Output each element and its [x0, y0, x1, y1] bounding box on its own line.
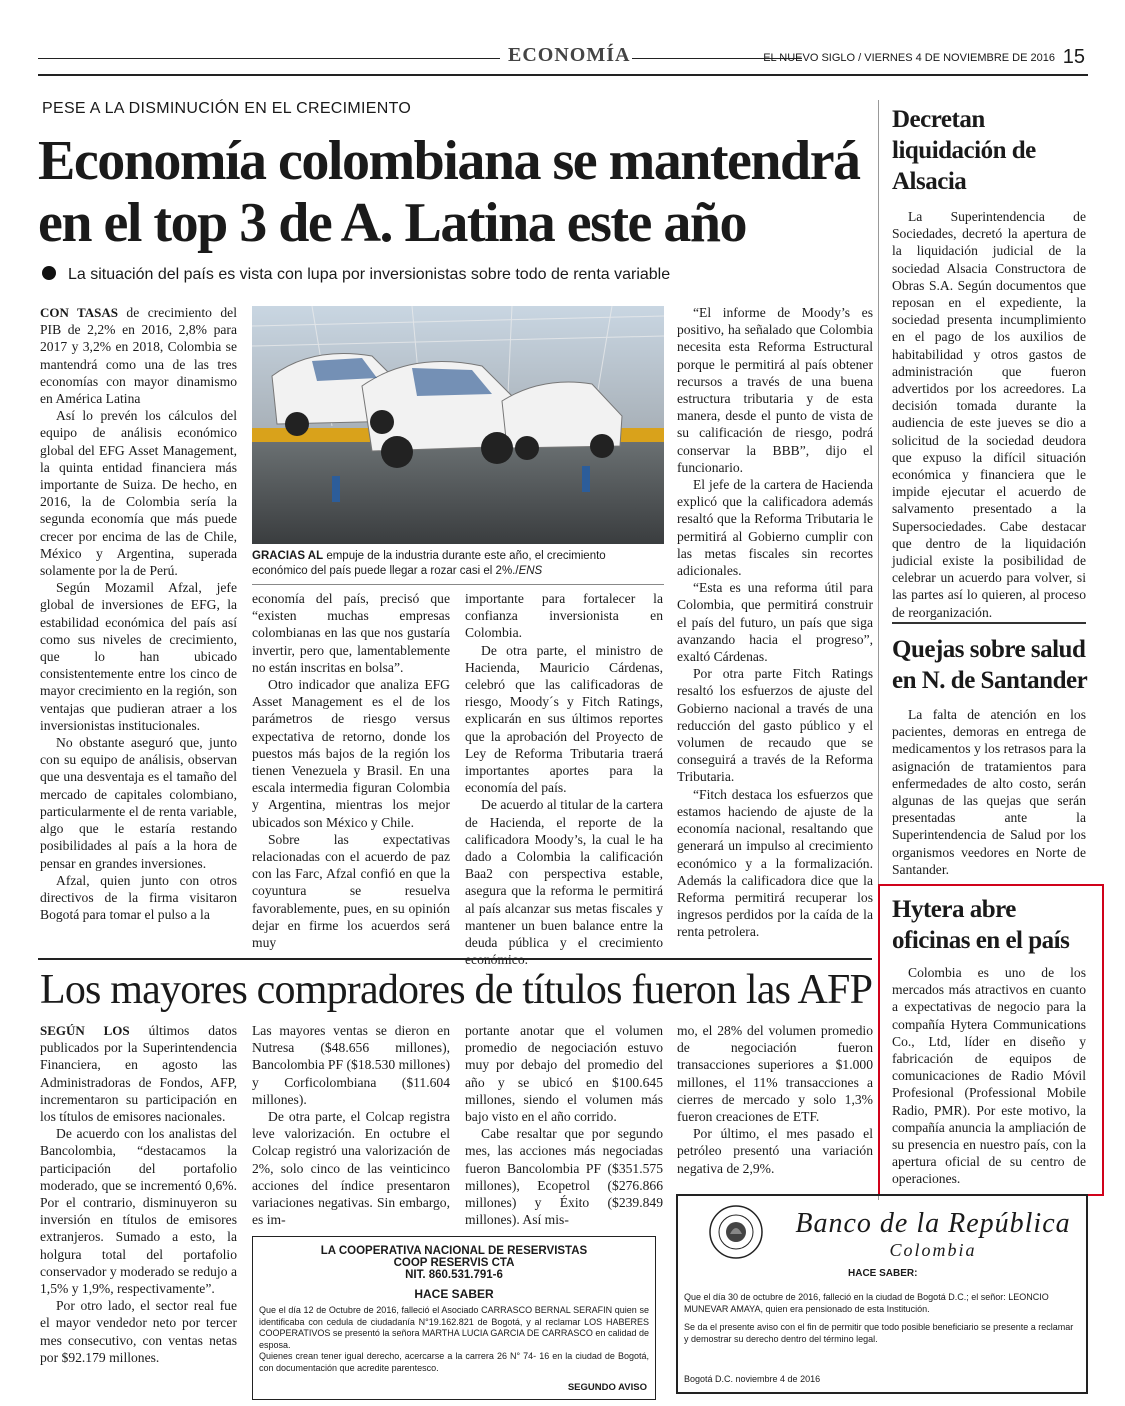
notice2-p1: Que el día 30 de octubre de 2016, falleció en la ciudad de Bogotá D.C.; el señor: LEONCIO MUNEVAR AMAYA, quien era pensionado de esta Institución. — [684, 1292, 1049, 1314]
paragraph — [40, 407, 237, 579]
caption-text: empuje de la industria durante este año, el crecimiento económico del país puede llegar a rozar casi el 2%./ — [252, 550, 606, 577]
paragraph — [677, 1125, 873, 1177]
paragraph-text: Afzal, quien junto con otros directivos de la firma visitaron Bogotá para tomar el pulso a la — [40, 872, 237, 923]
bank-seal — [708, 1204, 764, 1260]
article-column-1 — [40, 304, 237, 923]
sidebar-title-3: Hytera abre oficinas en el país — [892, 896, 1070, 954]
paragraph — [677, 304, 873, 476]
sidebar-title-1: Decretan liquidación de Alsacia — [892, 106, 1036, 195]
paragraph — [252, 831, 450, 951]
caption-rule — [252, 584, 664, 585]
paragraph-text: “Fitch destaca los esfuerzos que estamos haciendo de ajuste de la economía nacional, resaltando que generará un impulso al crecimiento económico y a la formalización. Además la calificadora dice que la Reforma permitirá recuperar los ingresos perdidos por la caída de la renta petrolera. — [677, 786, 873, 940]
story2-column-4 — [677, 1022, 873, 1177]
paragraph — [252, 1108, 450, 1228]
paragraph — [677, 476, 873, 579]
story2-column-3 — [465, 1022, 663, 1228]
paragraph-text: importante para fortalecer la confianza inversionista en Colombia. — [465, 591, 663, 641]
page-number: 15 — [1062, 46, 1085, 68]
paragraph-text: “Esta es una reforma útil para Colombia, que permitirá construir el país del futuro, un país que siga avanzando hacia el progreso”, exaltó Cárdenas. — [677, 580, 873, 665]
story2-headline: Los mayores compradores de títulos fueron las AFP — [40, 967, 873, 1013]
paragraph — [677, 579, 873, 665]
article-column-3 — [465, 590, 663, 968]
notice1-p1: Que el día 12 de Octubre de 2016, falleció el Asociado CARRASCO BERNAL SERAFIN quien se identificaba con cedula de ciudadanía N°19.162.821 de Bogotá, y al reclamar LOS HABERES COOPERATIVOS se presentó la señora MARTHA LUCIA GARCIA DE CARRASCO en calidad de esposa. — [259, 1305, 649, 1350]
paragraph — [465, 590, 663, 642]
photo-caption — [252, 549, 664, 579]
paragraph — [40, 872, 237, 924]
paragraph-text: Cabe resaltar que por segundo mes, las acciones más negociadas fueron Bancolombia PF ($351.575 millones), Ecopetrol ($276.866 millones) y Éxito ($239.849 millones). Así mis- — [465, 1126, 663, 1228]
story-headline: Economía colombiana se mantendrá en el top 3 de A. Latina este año — [38, 130, 860, 254]
paragraph-text: últimos datos publicados por la Superintendencia Financiera, en agosto las Administradoras de Fondos, AFP, incrementaron su participación en los títulos de emisores nacionales. — [40, 1023, 237, 1125]
car-assembly-image — [252, 306, 664, 544]
paragraph-text: De otra parte, el ministro de Hacienda, Mauricio Cárdenas, celebró que las calificadoras de riesgo, Moody´s y Fitch Ratings, explicarán en sus últimos reportes que la aprobación del Proyecto de Ley de Reforma Tributaria traerá importantes aportes para la economía del país. — [465, 642, 663, 796]
paragraph — [465, 1125, 663, 1228]
paragraph — [40, 579, 237, 734]
paragraph-text: Otro indicador que analiza EFG Asset Management es el de los parámetros de riesgo versus expectativa de retorno, donde los puestos más bajos de la región los tienen Venezuela y Brasil. En una escala intermedia figuran Colombia y Argentina, mientras los mejor ubicados son México y Chile. — [252, 677, 450, 830]
paragraph-text: De otra parte, el Colcap registra leve valorización. En octubre el Colcap registró una valorización de 2%, solo cinco de las veinticinco acciones del índice presentaron variaciones negativas. Sin embargo, es im- — [252, 1109, 450, 1228]
paragraph — [40, 1297, 237, 1366]
factory-photo — [252, 306, 664, 544]
notice1-line2: COOP RESERVIS CTA — [393, 1257, 515, 1269]
paragraph-text: Así lo prevén los cálculos del equipo de análisis económico global del EFG Asset Management, la quinta entidad financiera más importante de Suiza. De hecho, en 2016, la de Colombia sería la segunda economía que más puede crecer por encima de las de Chile, México y Argentina, superada solamente por la de Perú. — [40, 408, 237, 579]
paragraph-text: portante anotar que el volumen promedio de negociación estuvo muy por debajo del promedio del año y se ubicó en $100.645 millones, siendo el volumen más bajo visto en el año corrido. — [465, 1023, 663, 1125]
notice1-aviso: SEGUNDO AVISO — [567, 1382, 647, 1393]
paragraph — [465, 796, 663, 968]
subhead-text: La situación del país es vista con lupa por inversionistas sobre todo de renta variable — [68, 266, 671, 283]
paragraph — [40, 1125, 237, 1297]
story2-column-2 — [252, 1022, 450, 1228]
article-column-4 — [677, 304, 873, 941]
notice2-hace-saber: HACE SABER: — [848, 1268, 918, 1279]
paragraph — [677, 1022, 873, 1125]
bullet-icon — [42, 266, 56, 280]
story2-column-1 — [40, 1022, 237, 1366]
paragraph-text: “El informe de Moody’s es positivo, ha señalado que Colombia necesita esta Reforma Estructural porque le permitirá al país obtener recursos a través de una buena estructura tributaria y de esta manera, desde el punto de vista de su calificación de riesgo, podrá conservar la BBB”, dijo el funcionario. — [677, 305, 873, 475]
sidebar-body-3-text: Colombia es uno de los mercados más atractivos en cuanto a expectativas de negocio para la compañía Hytera Communications Co., Ltd, líder en diseño y fabricación de equipos de comunicaciones de Radio Móvil Profesional (Professional Mobile Radio, PMR). Por este motivo, la compañía anuncia la ampliación de su presencia en nuestro país, con la apertura oficial de su centro de operaciones. — [892, 965, 1086, 1187]
caption-credit: ENS — [518, 565, 543, 577]
paragraph-text: Según Mozamil Afzal, jefe global de inversiones de EFG, la estabilidad económica del país así como sus niveles de crecimiento, que lo han ubicado consistentemente entre los cinco de mayor crecimiento en la región, son ventajas que pudieran atraer a los inversionistas institucionales. — [40, 580, 237, 733]
sidebar-body-3 — [892, 964, 1086, 1188]
paragraph — [40, 734, 237, 872]
paragraph-text: de crecimiento del PIB de 2,2% en 2016, 2,8% para 2017 y 3,2% en 2018, Colombia se mantendrá como una de las tres economías con mayor dinamismo en América Latina — [40, 305, 237, 407]
paragraph — [40, 304, 237, 407]
story-kicker: PESE A LA DISMINUCIÓN EN EL CRECIMIENTO — [42, 100, 412, 117]
notice2-date: Bogotá D.C. noviembre 4 de 2016 — [684, 1374, 821, 1384]
paragraph — [465, 642, 663, 797]
paragraph-text: Por último, el mes pasado el petróleo presentó una variación negativa de 2,9%. — [677, 1126, 873, 1176]
paragraph-text: Por otra parte Fitch Ratings resaltó los esfuerzos de ajuste del Gobierno nacional a través de una reducción del gasto público y el volumen de recaudo que se conseguirá a través de la Reforma Tributaria. — [677, 666, 873, 785]
paragraph — [677, 665, 873, 785]
header-rule-left — [38, 58, 500, 59]
sidebar-body-2 — [892, 706, 1086, 878]
masthead: EL NUEVO SIGLO / VIERNES 4 DE NOVIEMBRE DE 2016 — [763, 52, 1055, 64]
bank-country: Colombia — [889, 1240, 977, 1260]
sidebar-body-2-text: La falta de atención en los pacientes, demoras en entrega de medicamentos y los retrasos para la asignación de tratamientos para enfermedades de alto costo, serán algunas de las quejas que serán presentadas ante la Superintendencia de Salud por los organismos veedores en Norte de Santander. — [892, 707, 1086, 877]
paragraph-text: Las mayores ventas se dieron en Nutresa ($48.656 millones), Bancolombia PF ($18.530 millones) y Corficolombiana ($11.604 millones). — [252, 1023, 450, 1107]
sidebar-rule-1 — [892, 622, 1086, 624]
sidebar-body-1 — [892, 208, 1086, 621]
paragraph-text: No obstante aseguró que, junto con su equipo de análisis, observan que una desventaja es el tamaño del mercado de capitales colombiano, particularmente el de renta variable, algo que le estaría restando posibilidades al país a la hora de pensar en grandes inversiones. — [40, 735, 237, 871]
paragraph-text: Por otro lado, el sector real fue el mayor vendedor neto por tercer mes consecutivo, con ventas netas por $92.179 millones. — [40, 1298, 237, 1365]
section-title: ECONOMÍA — [508, 44, 631, 66]
paragraph — [40, 1022, 237, 1125]
paragraph-text: mo, el 28% del volumen promedio de negociación fueron transacciones superiores a $1.000 millones, el 11% transacciones a cierres de mercado y solo 1,3% fueron creaciones de ETF. — [677, 1023, 873, 1125]
bank-notice — [676, 1194, 1088, 1394]
paragraph-text: economía del país, precisó que “existen muchas empresas colombianas en las que nos gustaría invertir, pero que, lamentablemente no están inscritas en bolsa”. — [252, 591, 450, 675]
story2-top-rule — [38, 958, 872, 960]
bank-seal-icon — [708, 1204, 764, 1260]
paragraph-text: Sobre las expectativas relacionadas con el acuerdo de paz con las Farc, Afzal confió en que la coyuntura se resuelva favorablemente, pues, en su opinión dejar en firme los acuerdos será muy — [252, 831, 450, 951]
sidebar-title-2: Quejas sobre salud en N. de Santander — [892, 636, 1088, 694]
paragraph-text: De acuerdo con los analistas del Bancolombia, “destacamos la participación del portafolio moderado, que se incrementó 0,6%. Por el contrario, disminuyeron su inversión en títulos de emisores extranjeros. Sumado a esto, la holgura total del portafolio conservador y moderado se redujo a 1,5% y 1,9%, respectivamente”. — [40, 1126, 237, 1297]
notice1-line3: NIT. 860.531.791-6 — [405, 1269, 503, 1281]
notice2-p2: Se da el presente aviso con el fin de permitir que todo posible beneficiario se presente a reclamar y demostrar su derecho dentro del término legal. — [684, 1322, 1074, 1344]
paragraph — [252, 676, 450, 831]
story-subhead — [42, 266, 670, 284]
caption-lead: GRACIAS AL — [252, 550, 324, 562]
sidebar-body-1-text: La Superintendencia de Sociedades, decretó la apertura de la liquidación judicial de la sociedad Alsacia Constructora de Obras S.A. Según documentos que reposan en el expediente, la sociedad presenta incumplimiento en el pago de los auxilios de habitabilidad y otros gastos de administración que fueron advertidos por los acreedores. La decisión tomada durante la audiencia de este jueves se dio a solicitud de la sociedad deudora que expuso la difícil situación económica y financiera que le impide ejecutar el acuerdo de salvamento presentado a la Supersociedades. Cabe destacar que dentro de la liquidación judicial existe la posibilidad de celebrar un acuerdo para volver, si las partes así lo quieren, al proceso de reorganización. — [892, 209, 1086, 620]
cooperative-notice — [252, 1236, 656, 1400]
paragraph — [252, 590, 450, 676]
paragraph-lead: CON TASAS — [40, 305, 118, 320]
paragraph — [465, 1022, 663, 1125]
article-column-2 — [252, 590, 450, 951]
notice1-p2: Quienes crean tener igual derecho, acercarse a la carrera 26 N° 74- 16 en la ciudad de Bogotá, con documentación que acredite parentesco. — [259, 1351, 649, 1373]
paragraph — [677, 786, 873, 941]
paragraph-lead: SEGÚN LOS — [40, 1023, 130, 1038]
paragraph — [252, 1022, 450, 1108]
notice1-hace-saber: HACE SABER — [414, 1287, 494, 1301]
notice1-line1: LA COOPERATIVA NACIONAL DE RESERVISTAS — [320, 1245, 588, 1257]
paragraph-text: De acuerdo al titular de la cartera de Hacienda, el reporte de la calificadora Moody’s, la cual le ha dado a Colombia la calificación Baa2 con perspectiva estable, asegura que la reforma le permitirá al país alcanzar sus metas fiscales y mantener un buen balance entre la deuda pública y el crecimiento — [465, 797, 663, 951]
paragraph-text: El jefe de la cartera de Hacienda explicó que la calificadora además resaltó que la Reforma Tributaria le permitirá al Gobierno cumplir con las metas fiscales sin recortes adicionales. — [677, 477, 873, 579]
bank-name: Banco de la República — [795, 1208, 1071, 1239]
header-bottom-rule — [38, 74, 1088, 76]
